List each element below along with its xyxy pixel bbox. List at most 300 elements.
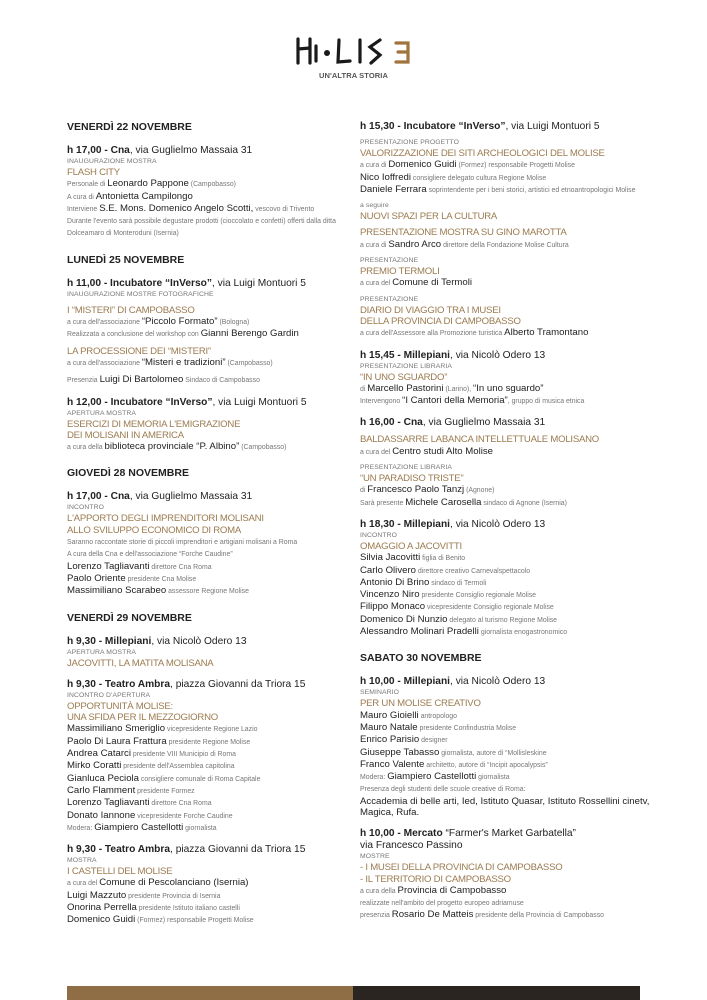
person-name: Daniele Ferrara — [360, 183, 427, 195]
address: , via Nicolò Odero 13 — [450, 676, 546, 688]
person-name: Massimiliano Smeriglio — [67, 723, 166, 735]
event-title — [67, 430, 359, 441]
person-name: Onorina Perrella — [67, 901, 137, 913]
category-label: MOSTRA — [67, 857, 97, 865]
person-name: Antonietta Campilongo — [95, 190, 193, 202]
person-name: Silvia Jacovitti — [360, 552, 421, 564]
detail-text: presidente Consiglio regionale Molise — [419, 592, 537, 600]
event-detail — [67, 877, 359, 889]
category-label: INCONTRO — [360, 531, 398, 539]
molise-logo — [290, 34, 425, 68]
person-name: Alessandro Molinari Pradelli — [360, 626, 479, 638]
title-text: DELLA PROVINCIA DI CAMPOBASSO — [360, 315, 521, 327]
title-text: L'APPORTO DEGLI IMPRENDITORI MOLISANI — [67, 513, 264, 525]
person-name: Gianni Berengo Gardin — [200, 328, 299, 340]
event-detail — [360, 497, 652, 509]
person-name: Sandro Arco — [388, 238, 442, 250]
person-name: Carlo Olivero — [360, 564, 416, 576]
event-detail — [360, 626, 652, 638]
person-name: Luigi Mazzuto — [67, 889, 127, 901]
detail-text: Presenzia — [67, 377, 100, 385]
time-place: h 9,30 - Millepiani — [67, 635, 152, 647]
person-name: Centro studi Alto Molise — [392, 445, 493, 457]
person-name: Vincenzo Niro — [360, 589, 420, 601]
title-text: - IL TERRITORIO DI CAMPOBASSO — [360, 873, 511, 885]
person-name: Domenico Guidi — [67, 914, 136, 926]
event-detail — [67, 810, 359, 822]
address: , piazza Giovanni da Triora 15 — [170, 844, 306, 856]
event-detail — [360, 783, 652, 795]
time-place: h 15,45 - Millepiani — [360, 349, 451, 361]
event-detail — [67, 328, 359, 340]
detail-text: (Campobasso) — [188, 181, 236, 189]
event-detail — [67, 914, 359, 926]
event-time-venue — [67, 397, 359, 409]
event-title — [360, 862, 652, 873]
event-detail — [360, 589, 652, 601]
person-name: Franco Valente — [360, 758, 425, 770]
detail-text: a cura di — [360, 162, 389, 170]
detail-text: architetto, autore di “Incipit apocalypsis” — [424, 761, 548, 769]
detail-text: Durante l'evento sarà possibile degustare prodotti (cioccolato e confetti) offerti dalla ditta Dolceamaro di Monteroduni (Isernia) — [67, 218, 336, 238]
detail-text: direttore creativo Carnevalspettacolo — [415, 567, 531, 575]
address: , via Luigi Montuori 5 — [505, 121, 600, 132]
person-name: Gianluca Peciola — [67, 772, 139, 784]
detail-text: a cura del — [67, 880, 100, 888]
category-label: INCONTRO — [67, 504, 105, 512]
detail-text: presidente Confindustria Molise — [417, 724, 517, 732]
detail-text: soprintendente per i beni storici, artistici ed etnoantropologici Molise — [426, 186, 636, 194]
person-name: Rosario De Matteis — [391, 909, 474, 921]
event-entry — [360, 519, 652, 638]
person-name: “Piccolo Formato” — [141, 316, 218, 328]
address: , via Guglielmo Massaia 31 — [129, 145, 253, 156]
detail-text: antropologo — [418, 712, 457, 720]
category-label: PRESENTAZIONE — [360, 295, 419, 303]
detail-text: assessore Regione Molise — [166, 588, 249, 596]
event-category — [360, 138, 652, 148]
event-entry — [67, 844, 359, 926]
event-time-venue — [67, 679, 359, 691]
detail-text: direttore Cna Roma — [149, 800, 212, 808]
event-title — [67, 658, 359, 669]
detail-text: consigliere delegato cultura Regione Molise — [411, 174, 547, 182]
event-detail — [67, 797, 359, 809]
event-detail — [360, 909, 652, 921]
event-detail — [67, 374, 359, 386]
person-name: Michele Carosella — [405, 496, 482, 508]
title-text: I CASTELLI DEL MOLISE — [67, 866, 173, 878]
detail-text: Presenza degli studenti delle scuole creative di Roma: — [360, 786, 526, 794]
person-name: Filippo Monaco — [360, 601, 426, 613]
person-name: Domenico Guidi — [388, 159, 457, 171]
category-label: MOSTRE — [360, 853, 390, 861]
address: , piazza Giovanni da Triora 15 — [170, 678, 306, 690]
person-name: Andrea Catarci — [67, 748, 131, 760]
person-name: Enrico Parisio — [360, 734, 420, 746]
person-name: Francesco Paolo Tanzj — [367, 484, 465, 496]
time-place: h 15,30 - Incubatore “InVerso” — [360, 121, 506, 132]
title-text: I “MISTERI” DI CAMPOBASSO — [67, 304, 195, 316]
detail-text: vescovo di Trivento — [253, 205, 315, 213]
event-detail — [360, 395, 652, 407]
event-detail — [67, 573, 359, 585]
day-heading: GIOVEDÌ 28 NOVEMBRE — [67, 467, 189, 480]
detail-text: presidente dell'Assemblea capitolina — [121, 763, 235, 771]
day-heading: VENERDÌ 22 NOVEMBRE — [67, 121, 192, 133]
detail-text: Sindaco di Campobasso — [183, 377, 260, 385]
person-name: Giampiero Castellotti — [387, 771, 477, 783]
event-category — [360, 295, 652, 305]
title-text: “IN UNO SGUARDO” — [360, 371, 448, 383]
person-name: Donato Iannone — [67, 809, 136, 821]
event-time-venue — [360, 676, 652, 688]
event-detail — [67, 760, 359, 772]
person-name: Lorenzo Tagliavanti — [67, 797, 150, 809]
event-time-venue — [360, 840, 652, 852]
detail-text: presidente Istituto italiano castelli — [136, 904, 240, 912]
detail-text: giornalista, autore di “Mollisleskine — [439, 749, 547, 757]
event-detail — [360, 710, 652, 722]
event-title — [67, 419, 359, 430]
detail-text: presidente Provincia di Isernia — [126, 892, 221, 900]
event-detail — [67, 773, 359, 785]
event-category — [67, 856, 359, 866]
detail-text: di — [360, 385, 368, 393]
address: , via Guglielmo Massaia 31 — [422, 417, 546, 429]
detail-text: a cura dell'associazione — [67, 359, 142, 367]
person-name: Carlo Flamment — [67, 784, 136, 796]
title-text: LA PROCESSIONE DEI “MISTERI” — [67, 345, 211, 357]
event-title — [67, 525, 359, 536]
detail-text: presenzia — [360, 912, 392, 920]
detail-text: direttore Cna Roma — [149, 563, 212, 571]
category-label: SEMINARIO — [360, 689, 400, 697]
person-name: S.E. Mons. Domenico Angelo Scotti, — [99, 202, 254, 214]
event-entry — [67, 278, 359, 387]
address: via Francesco Passino — [360, 840, 463, 852]
detail-text: vicepresidente Regione Lazio — [165, 726, 258, 734]
person-name: biblioteca provinciale “P. Albino” — [104, 441, 240, 453]
event-detail — [67, 191, 359, 203]
detail-text: a cura di — [360, 241, 389, 249]
title-text: DEI MOLISANI IN AMERICA — [67, 429, 184, 441]
event-title — [360, 305, 652, 316]
event-detail — [67, 736, 359, 748]
event-time-venue — [360, 417, 652, 429]
person-name: Mauro Gioielli — [360, 709, 419, 721]
detail-text: Modera: — [360, 774, 388, 782]
event-detail — [360, 734, 652, 746]
detail-text: vicepresidente Consiglio regionale Molise — [425, 604, 554, 612]
event-time-venue — [360, 519, 652, 531]
detail-text: vicepresidente Forche Caudine — [135, 812, 233, 820]
person-name: Domenico Di Nunzio — [360, 613, 448, 625]
title-text: JACOVITTI, LA MATITA MOLISANA — [67, 657, 214, 669]
detail-text: sindaco di Termoli — [429, 579, 487, 587]
category-label: APERTURA MOSTRA — [67, 409, 136, 417]
event-entry — [67, 397, 359, 454]
detail-text: realizzate nell'ambito del progetto europeo adriamuse — [360, 900, 524, 908]
event-detail — [67, 723, 359, 735]
time-place: h 10,00 - Millepiani — [360, 676, 451, 688]
program-column-left — [67, 121, 359, 937]
detail-text: a cura del — [360, 280, 393, 288]
event-detail — [67, 357, 359, 369]
time-place: h 9,30 - Teatro Ambra — [67, 678, 171, 690]
day-heading: VENERDÌ 29 NOVEMBRE — [67, 611, 192, 624]
event-detail — [360, 722, 652, 734]
event-entry — [360, 417, 652, 508]
time-place: h 18,30 - Millepiani — [360, 518, 451, 530]
detail-text: presidente Cna Molise — [125, 575, 197, 583]
event-time-venue — [67, 491, 359, 503]
person-name: Mirko Coratti — [67, 760, 122, 772]
event-entry — [67, 679, 359, 834]
event-time-venue — [360, 350, 652, 362]
person-name: “In uno sguardo” — [473, 382, 544, 394]
detail-text: Realizzata a conclusione del workshop con — [67, 331, 201, 339]
time-place: h 12,00 - Incubatore “InVerso” — [67, 396, 213, 408]
title-text: VALORIZZAZIONE DEI SITI ARCHEOLOGICI DEL MOLISE — [360, 148, 605, 159]
person-name: “Misteri e tradizioni” — [141, 356, 226, 368]
title-text: DIARIO DI VIAGGIO TRA I MUSEI — [360, 304, 501, 316]
event-detail — [360, 446, 652, 458]
address: “Farmer's Market Garbatella” — [442, 828, 576, 840]
event-category — [67, 648, 359, 658]
title-text: ALLO SVILUPPO ECONOMICO DI ROMA — [67, 524, 242, 536]
event-time-venue — [67, 145, 359, 157]
event-detail — [67, 203, 359, 215]
event-time-venue — [67, 636, 359, 648]
category-label: INAUGURAZIONE MOSTRA — [67, 158, 157, 165]
event-category — [360, 256, 652, 266]
time-place: h 17,00 - Cna — [67, 145, 130, 156]
detail-text: a cura della — [360, 887, 398, 895]
detail-text: a cura della — [67, 444, 105, 452]
event-entry — [67, 491, 359, 597]
event-detail — [360, 239, 652, 251]
detail-text: Saranno raccontate storie di piccoli imprenditori e artigiani molisani a Roma — [67, 539, 298, 547]
detail-text: Personale di — [67, 181, 108, 189]
event-detail — [360, 484, 652, 496]
event-category — [360, 201, 652, 211]
title-text: PER UN MOLISE CREATIVO — [360, 698, 481, 710]
address: , via Nicolò Odero 13 — [450, 349, 546, 361]
event-entry — [360, 121, 652, 340]
person-name: Giuseppe Tabasso — [360, 746, 440, 758]
event-title — [360, 316, 652, 327]
title-text: PRESENTAZIONE MOSTRA SU GINO MAROTTA — [360, 227, 567, 239]
detail-text: (Formez) responsabile Progetti Molise — [456, 162, 575, 170]
event-detail — [360, 383, 652, 395]
person-name: Antonio Di Brino — [360, 576, 430, 588]
detail-text: direttore della Fondazione Molise Cultura — [441, 241, 569, 249]
event-title — [360, 148, 652, 159]
detail-text: delegato al turismo Regione Molise — [447, 616, 557, 624]
address: , via Nicolò Odero 13 — [450, 518, 546, 530]
address: , via Luigi Montuori 5 — [211, 277, 306, 289]
title-text: OMAGGIO A JACOVITTI — [360, 540, 462, 552]
event-title — [67, 513, 359, 524]
time-place: h 9,30 - Teatro Ambra — [67, 844, 171, 856]
event-detail — [360, 897, 652, 909]
category-label: APERTURA MOSTRA — [67, 648, 136, 656]
title-text: FLASH CITY — [67, 167, 120, 178]
detail-text: a cura dell'associazione — [67, 319, 142, 327]
detail-text: presidente VIII Municipio di Roma — [131, 751, 236, 759]
event-detail — [67, 536, 359, 548]
event-title — [360, 541, 652, 552]
detail-text: giornalista — [476, 774, 510, 782]
detail-text: (Formez) responsabile Progetti Molise — [135, 917, 254, 925]
footer-bar-brown — [67, 986, 353, 1000]
detail-text: designer — [419, 737, 448, 745]
detail-text: presidente della Provincia di Campobasso — [473, 912, 604, 920]
person-name: Comune di Pescolanciano (Isernia) — [99, 877, 249, 889]
address: , via Guglielmo Massaia 31 — [129, 491, 253, 503]
detail-text: figlia di Benito — [420, 555, 466, 563]
event-detail — [67, 548, 359, 560]
event-title — [67, 866, 359, 877]
category-label: PRESENTAZIONE LIBRARIA — [360, 464, 452, 472]
detail-text: giornalista enogastronomico — [478, 629, 568, 637]
title-text: UNA SFIDA PER IL MEZZOGIORNO — [67, 712, 218, 724]
event-title — [360, 372, 652, 383]
detail-text: a cura dell'Assessore alla Promozione turistica — [360, 330, 505, 338]
event-detail — [360, 885, 652, 897]
event-title — [360, 211, 652, 222]
detail-text: (Campobasso) — [239, 444, 287, 452]
event-time-venue — [360, 828, 652, 840]
event-note — [360, 796, 652, 819]
detail-text: Sarà presente — [360, 499, 406, 507]
person-name: Luigi Di Bartolomeo — [99, 374, 184, 386]
category-label: INCONTRO D'APERTURA — [67, 691, 151, 699]
person-name: Massimiliano Scarabeo — [67, 585, 167, 597]
event-time-venue — [67, 278, 359, 290]
person-name: Leonardo Pappone — [107, 178, 189, 190]
event-entry — [67, 636, 359, 669]
event-detail — [67, 890, 359, 902]
event-detail — [360, 577, 652, 589]
program-column-right — [360, 121, 652, 932]
category-label: PRESENTAZIONE — [360, 257, 419, 265]
event-category — [360, 463, 652, 473]
event-detail — [360, 771, 652, 783]
event-entry — [360, 676, 652, 818]
event-detail — [67, 902, 359, 914]
event-detail — [67, 585, 359, 597]
detail-text: (Bologna) — [217, 319, 250, 327]
event-entry — [360, 350, 652, 408]
event-title — [67, 305, 359, 316]
title-text: ESERCIZI DI MEMORIA L'EMIGRAZIONE — [67, 418, 241, 430]
person-name: Comune di Termoli — [392, 277, 472, 289]
event-detail — [360, 601, 652, 613]
event-detail — [67, 785, 359, 797]
event-note — [67, 215, 359, 240]
detail-text: , gruppo di musica etnica — [507, 398, 585, 406]
detail-text: consigliere comunale di Roma Capitale — [139, 775, 261, 783]
time-place: h 10,00 - Mercato — [360, 828, 443, 840]
detail-text: giornalista — [183, 824, 217, 832]
event-detail — [67, 178, 359, 190]
time-place: h 11,00 - Incubatore “InVerso” — [67, 277, 212, 289]
event-category — [360, 688, 652, 698]
event-time-venue — [67, 844, 359, 856]
event-category — [360, 852, 652, 862]
title-text: - I MUSEI DELLA PROVINCIA DI CAMPOBASSO — [360, 862, 563, 874]
detail-text: sindaco di Agnone (Isernia) — [481, 499, 567, 507]
day-heading: SABATO 30 NOVEMBRE — [360, 652, 482, 665]
logo-tagline: UN'ALTRA STORIA — [319, 71, 388, 80]
person-name: Nico Ioffredi — [360, 171, 412, 183]
event-entry — [67, 145, 359, 240]
event-title — [67, 701, 359, 712]
person-name: Accademia di belle arti, Ied, Istituto Quasar, Istituto Rossellini cinetv, Magica, Rufa. — [360, 795, 650, 818]
address: , via Luigi Montuori 5 — [212, 396, 307, 408]
detail-text: Modera: — [67, 824, 95, 832]
category-label: PRESENTAZIONE PROGETTO — [360, 139, 460, 146]
detail-text: A cura di — [67, 193, 96, 201]
person-name: Alberto Tramontano — [504, 327, 589, 339]
person-name: Paolo Oriente — [67, 572, 126, 584]
event-detail — [67, 441, 359, 453]
event-title — [67, 346, 359, 357]
detail-text: (Larino), — [443, 385, 474, 393]
detail-text: presidente Formez — [135, 787, 195, 795]
time-place: h 17,00 - Cna — [67, 491, 130, 503]
event-title — [67, 712, 359, 723]
event-detail — [360, 159, 652, 171]
detail-text: A cura della Cna e dell'associazione “Forche Caudine” — [67, 551, 233, 559]
event-title — [360, 266, 652, 277]
category-label: a seguire — [360, 202, 389, 210]
person-name: Lorenzo Tagliavanti — [67, 560, 150, 572]
event-detail — [360, 747, 652, 759]
event-detail — [67, 822, 359, 834]
event-entry — [360, 828, 652, 921]
event-title — [360, 434, 652, 445]
detail-text: a cura del — [360, 448, 393, 456]
category-label: PRESENTAZIONE LIBRARIA — [360, 362, 452, 370]
title-text: PREMIO TERMOLI — [360, 266, 440, 278]
person-name: “I Cantori della Memoria” — [402, 395, 508, 407]
title-text: NUOVI SPAZI PER LA CULTURA — [360, 211, 498, 223]
event-category — [67, 691, 359, 701]
day-heading: LUNEDÌ 25 NOVEMBRE — [67, 253, 185, 266]
detail-text: (Campobasso) — [225, 359, 273, 367]
event-category — [67, 503, 359, 513]
event-category — [360, 362, 652, 372]
event-category — [67, 290, 359, 300]
event-detail — [360, 327, 652, 339]
detail-text: (Agnone) — [464, 487, 495, 495]
detail-text: Intervengono — [360, 398, 403, 406]
detail-text: Interviene — [67, 205, 100, 213]
title-text: “UN PARADISO TRISTE” — [360, 473, 464, 485]
category-label: INAUGURAZIONE MOSTRE FOTOGRAFICHE — [67, 290, 214, 298]
event-time-venue — [360, 121, 652, 133]
detail-text: presidente Regione Molise — [166, 738, 251, 746]
event-detail — [360, 552, 652, 564]
event-category — [360, 531, 652, 541]
event-category — [67, 157, 359, 167]
person-name: Marcello Pastorini — [367, 382, 444, 394]
event-title — [67, 167, 359, 178]
person-name: Provincia di Campobasso — [397, 884, 507, 896]
